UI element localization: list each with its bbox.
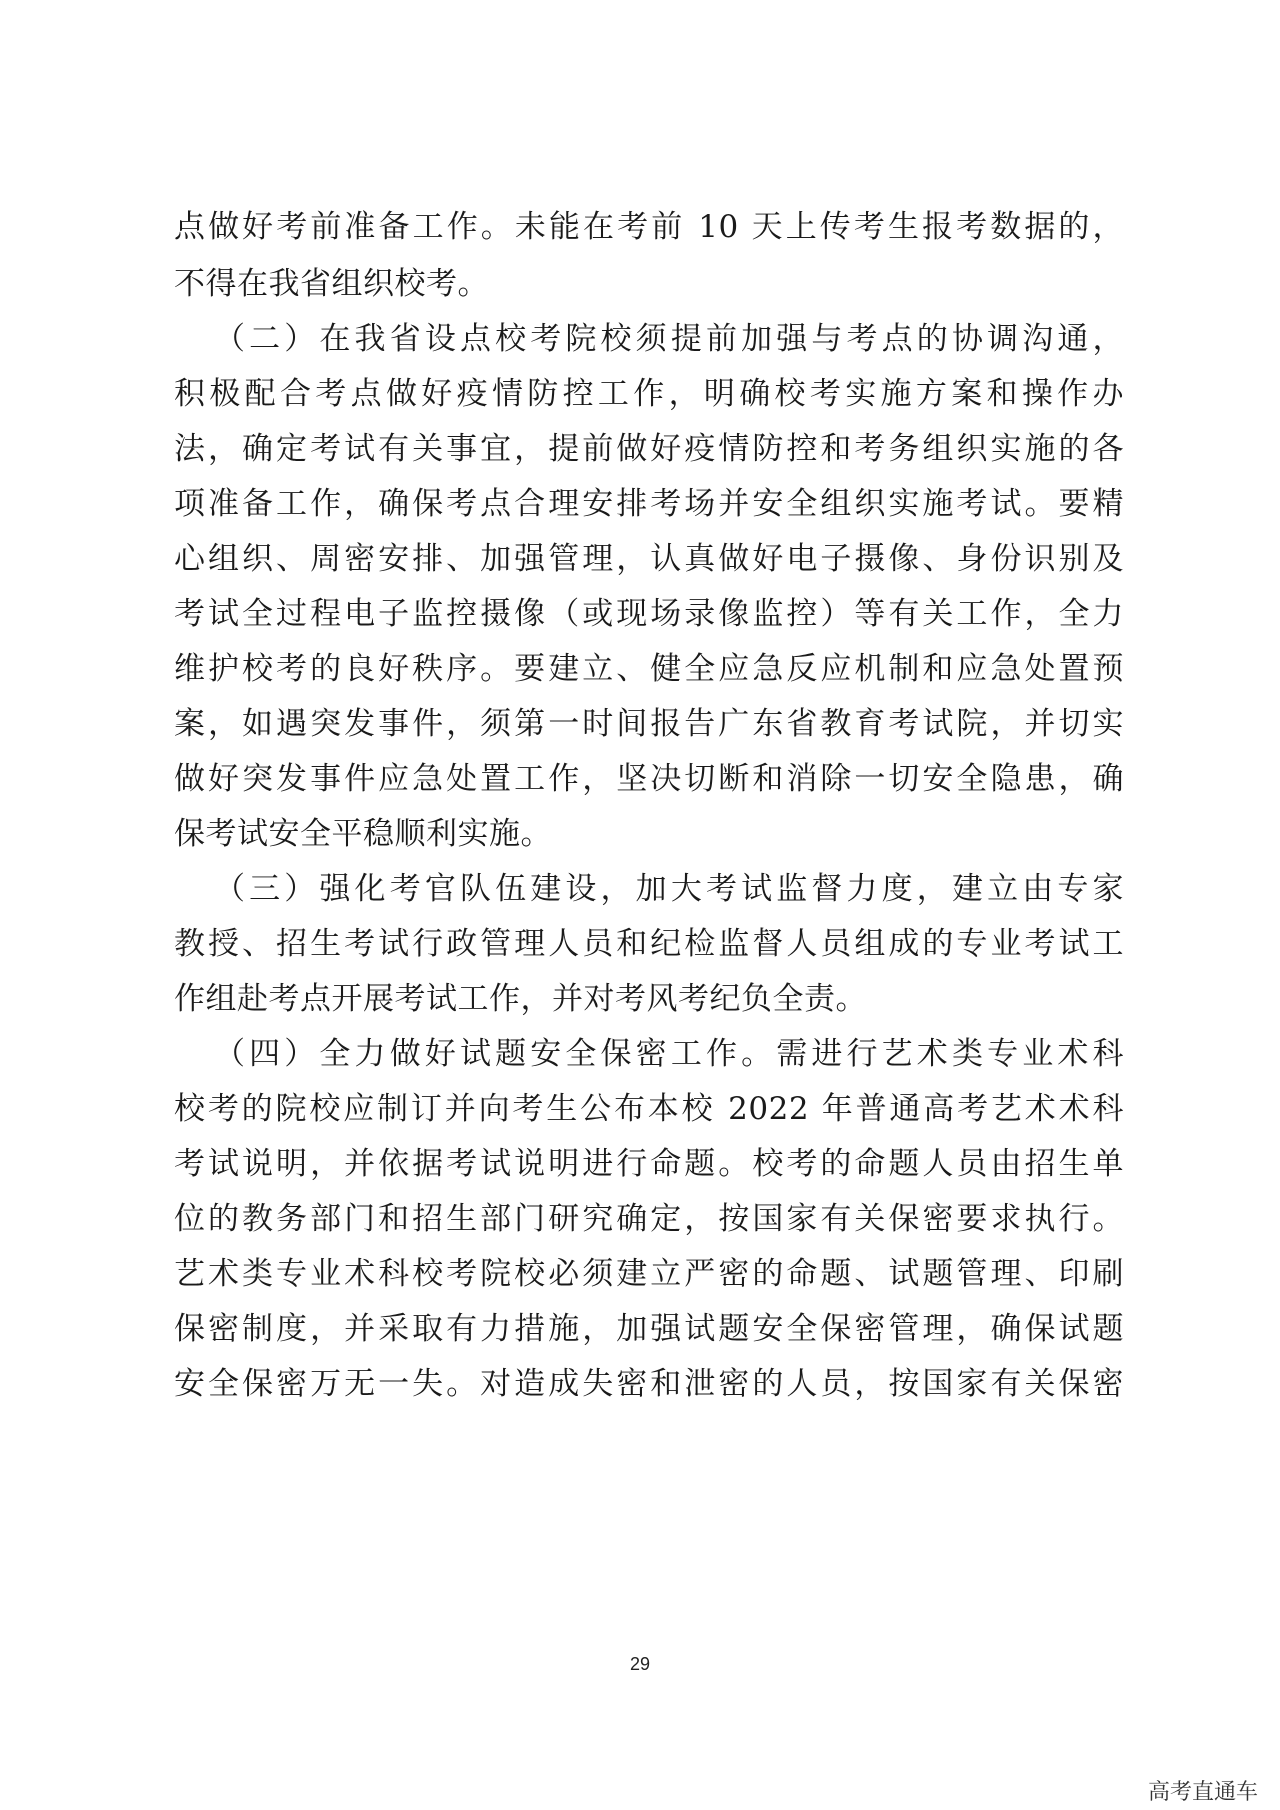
paragraph-heading: （三）强化考官队伍建设，加大考试监督力度，建立由专家: [214, 871, 1124, 907]
watermark: 高考直通车: [1144, 1775, 1262, 1806]
text-line: 项准备工作，确保考点合理安排考场并安全组织实施考试。要精: [174, 486, 1124, 522]
text-line: 考试说明，并依据考试说明进行命题。校考的命题人员由招生单: [174, 1146, 1124, 1182]
text-line: 维护校考的良好秩序。要建立、健全应急反应机制和应急处置预: [174, 651, 1124, 687]
text-line: 做好突发事件应急处置工作，坚决切断和消除一切安全隐患，确: [174, 761, 1124, 797]
page-number: 29: [629, 1654, 651, 1674]
text-line: 不得在我省组织校考。: [174, 266, 489, 302]
text-line: 案，如遇突发事件，须第一时间报告广东省教育考试院，并切实: [174, 706, 1124, 742]
paragraph-heading: （四）全力做好试题安全保密工作。需进行艺术类专业术科: [214, 1036, 1124, 1072]
text-line: 考试全过程电子监控摄像（或现场录像监控）等有关工作，全力: [174, 596, 1124, 632]
text-line: 作组赴考点开展考试工作，并对考风考纪负全责。: [174, 981, 867, 1017]
text-line: 法，确定考试有关事宜，提前做好疫情防控和考务组织实施的各: [174, 431, 1124, 467]
paragraph-heading: （二）在我省设点校考院校须提前加强与考点的协调沟通，: [214, 321, 1124, 357]
text-line: 安全保密万无一失。对造成失密和泄密的人员，按国家有关保密: [174, 1366, 1124, 1402]
text-line: 点做好考前准备工作。未能在考前 10 天上传考生报考数据的，: [174, 209, 1124, 245]
text-line: 位的教务部门和招生部门研究确定，按国家有关保密要求执行。: [174, 1201, 1124, 1237]
text-line: 积极配合考点做好疫情防控工作，明确校考实施方案和操作办: [174, 376, 1124, 412]
text-line: 校考的院校应制订并向考生公布本校 2022 年普通高考艺术术科: [174, 1091, 1124, 1127]
text-line: 保密制度，并采取有力措施，加强试题安全保密管理，确保试题: [174, 1311, 1124, 1347]
text-line: 艺术类专业术科校考院校必须建立严密的命题、试题管理、印刷: [174, 1256, 1124, 1292]
text-line: 心组织、周密安排、加强管理，认真做好电子摄像、身份识别及: [174, 541, 1124, 577]
text-line: 教授、招生考试行政管理人员和纪检监督人员组成的专业考试工: [174, 926, 1124, 962]
text-line: 保考试安全平稳顺利实施。: [174, 816, 552, 852]
